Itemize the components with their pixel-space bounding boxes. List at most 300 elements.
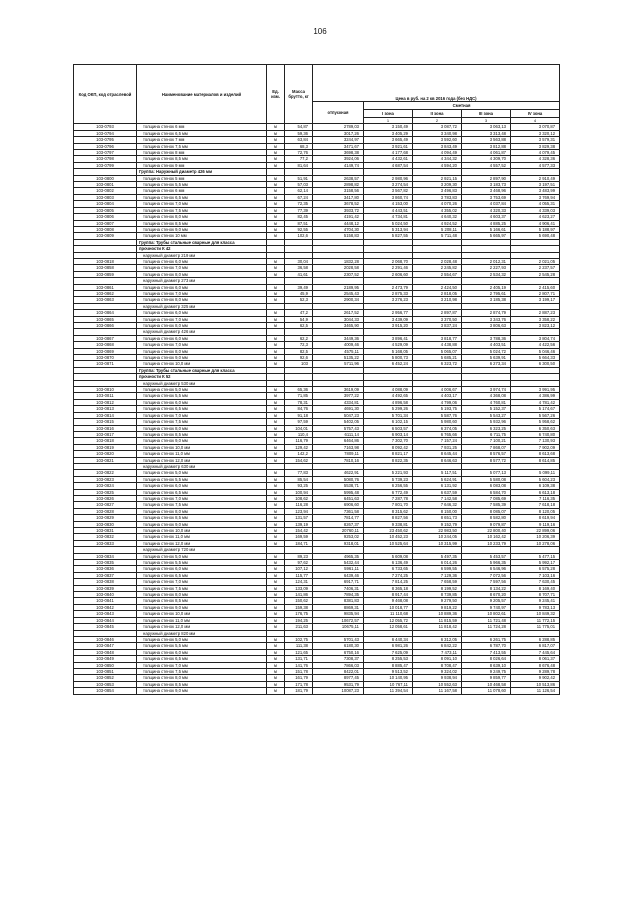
item-name: толщина стенок 10,0 мм — [137, 611, 267, 617]
zone-4-price: 4 055,31 — [511, 201, 560, 207]
item-mass: 89,23 — [285, 553, 313, 559]
zone-2-price: 5 193,75 — [413, 406, 462, 412]
item-name: толщина стенок 5,5 мм — [137, 182, 267, 188]
item-code: 103-0847 — [74, 643, 137, 649]
zone-2-price: 7 157,24 — [413, 438, 462, 444]
item-unit: м — [267, 124, 285, 130]
zone-1-price: 5 168,05 — [364, 348, 413, 354]
item-name: толщина стенок 8,5 мм — [137, 220, 267, 226]
header-estimate-group: Сметная — [364, 102, 560, 110]
zone-2-price: 5 587,76 — [413, 412, 462, 418]
release-price: 4149,74 — [313, 162, 364, 168]
item-mass: 184,71 — [285, 540, 313, 546]
item-name: толщина стенок 12,0 мм — [137, 624, 267, 630]
release-price: 5135,22 — [313, 355, 364, 361]
zone-3-price: 4 368,08 — [462, 393, 511, 399]
item-unit: м — [267, 489, 285, 495]
zone-3-price: 7 072,56 — [462, 572, 511, 578]
zone-2-price: 2 897,87 — [413, 310, 462, 316]
item-name: толщина стенок 5,5 мм — [137, 560, 267, 566]
zone-4-price: 4 386,99 — [511, 393, 560, 399]
zone-4-price: 5 958,62 — [511, 419, 560, 425]
column-index: 4 — [511, 118, 560, 124]
release-price: 2617,52 — [313, 310, 364, 316]
item-name: толщина стенок 9,0 мм — [137, 688, 267, 694]
zone-4-price: 6 613,18 — [511, 489, 560, 495]
zone-3-price: 7 585,39 — [462, 502, 511, 508]
item-unit: м — [267, 406, 285, 412]
zone-4-price: 5 046,46 — [511, 348, 560, 354]
item-unit: м — [267, 508, 285, 514]
zone-1-price: 3 276,23 — [364, 297, 413, 303]
item-code: 103-0827 — [74, 502, 137, 508]
item-mass: 131,71 — [285, 656, 313, 662]
zone-1-price: 8 315,62 — [364, 508, 413, 514]
zone-1-price: 3 274,54 — [364, 182, 413, 188]
release-price: 7894,35 — [313, 592, 364, 598]
item-code: 103-0840 — [74, 592, 137, 598]
zone-4-price: 5 477,15 — [511, 553, 560, 559]
zone-1-price: 6 440,34 — [364, 636, 413, 642]
item-unit: м — [267, 572, 285, 578]
zone-4-price: 10 278,06 — [511, 540, 560, 546]
item-code: 103-0802 — [74, 188, 137, 194]
item-name: толщина стенок 8,0 мм — [137, 348, 267, 354]
item-mass: 181,79 — [285, 688, 313, 694]
zone-2-price: 6 131,92 — [413, 483, 462, 489]
item-unit: м — [267, 150, 285, 156]
zone-1-price: 7 814,25 — [364, 579, 413, 585]
header-zone-4: IV зона — [511, 110, 560, 118]
release-price: 5995,48 — [313, 489, 364, 495]
item-name: толщина стенок 11,0 мм — [137, 534, 267, 540]
item-code: 103-0812 — [74, 399, 137, 405]
zone-1-price: 10 525,64 — [364, 540, 413, 546]
release-price: 5757,43 — [313, 425, 364, 431]
zone-3-price: 5 543,27 — [462, 412, 511, 418]
item-unit: м — [267, 156, 285, 162]
release-price: 5961,11 — [313, 566, 364, 572]
item-mass: 121,65 — [285, 649, 313, 655]
item-code: 103-0823 — [74, 476, 137, 482]
item-code: 103-0843 — [74, 611, 137, 617]
item-code: 103-0864 — [74, 310, 137, 316]
item-name: толщина стенок 6,0 мм — [137, 399, 267, 405]
item-unit: м — [267, 130, 285, 136]
release-price: 2900,34 — [313, 297, 364, 303]
zone-1-price: 7 625,09 — [364, 649, 413, 655]
release-price: 4575,11 — [313, 348, 364, 354]
zone-3-price: 4 760,81 — [462, 399, 511, 405]
item-unit: м — [267, 476, 285, 482]
item-name: толщина стенок 10,0 мм — [137, 444, 267, 450]
release-price: 3924,06 — [313, 156, 364, 162]
item-unit: м — [267, 668, 285, 674]
item-code: 103-0862 — [74, 290, 137, 296]
item-unit: м — [267, 585, 285, 591]
zone-3-price: 5 665,97 — [462, 233, 511, 239]
zone-4-price: 6 817,07 — [511, 643, 560, 649]
item-unit: м — [267, 656, 285, 662]
zone-2-price: 11 167,58 — [413, 688, 462, 694]
zone-4-price: 5 174,67 — [511, 406, 560, 412]
item-name: толщина стенок 5,0 мм — [137, 470, 267, 476]
zone-3-price: 10 802,61 — [462, 611, 511, 617]
item-unit: м — [267, 188, 285, 194]
item-mass: 72,3 — [285, 342, 313, 348]
zone-4-price: 3 991,95 — [511, 387, 560, 393]
zone-2-price: 3 837,24 — [413, 323, 462, 329]
zone-1-price: 3 921,61 — [364, 143, 413, 149]
item-mass: 139,19 — [285, 521, 313, 527]
item-name: толщина стенок 6,0 мм — [137, 284, 267, 290]
zone-2-price: 4 799,06 — [413, 399, 462, 405]
item-unit: м — [267, 143, 285, 149]
zone-2-price: 8 199,52 — [413, 585, 462, 591]
release-price: 8977,45 — [313, 675, 364, 681]
item-mass: 107,12 — [285, 566, 313, 572]
item-name: толщина стенок 6,5 мм — [137, 130, 267, 136]
zone-3-price: 6 787,70 — [462, 643, 511, 649]
release-price: 3678,52 — [313, 201, 364, 207]
item-name: толщина стенок 8 мм — [137, 150, 267, 156]
release-price: 8422,01 — [313, 668, 364, 674]
item-mass: 111,38 — [285, 643, 313, 649]
release-price: 3417,80 — [313, 194, 364, 200]
zone-2-price: 3 210,98 — [413, 297, 462, 303]
item-code: 103-0815 — [74, 419, 137, 425]
zone-3-price: 6 546,96 — [462, 566, 511, 572]
item-code: 103-0819 — [74, 444, 137, 450]
zone-3-price: 8 577,72 — [462, 457, 511, 463]
header-release-price: отпускная — [313, 102, 364, 124]
zone-1-price: 6 981,26 — [364, 643, 413, 649]
zone-3-price: 3 563,88 — [462, 137, 511, 143]
zone-2-price: 4 594,20 — [413, 162, 462, 168]
zone-4-price: 5 664,33 — [511, 355, 560, 361]
zone-2-price: 7 646,32 — [413, 502, 462, 508]
zone-1-price: 5 299,26 — [364, 406, 413, 412]
release-price: 8267,37 — [313, 521, 364, 527]
item-mass: 154,42 — [285, 528, 313, 534]
item-name: толщина стенок 8,0 мм — [137, 508, 267, 514]
item-mass: 54,87 — [285, 124, 313, 130]
item-code: 103-0826 — [74, 495, 137, 501]
item-code: 103-0803 — [74, 194, 137, 200]
item-code: 103-0831 — [74, 528, 137, 534]
release-price: 6451,63 — [313, 495, 364, 501]
zone-2-price: 4 640,32 — [413, 214, 462, 220]
item-unit: м — [267, 681, 285, 687]
zone-2-price: 6 637,59 — [413, 489, 462, 495]
item-mass: 77,83 — [285, 470, 313, 476]
header-name: Наименование материалов и изделий — [137, 65, 267, 124]
zone-1-price: 4 177,68 — [364, 150, 413, 156]
release-price: 8869,31 — [313, 604, 364, 610]
item-unit: м — [267, 534, 285, 540]
item-unit: м — [267, 579, 285, 585]
zone-3-price: 3 183,73 — [462, 182, 511, 188]
zone-2-price: 4 438,88 — [413, 342, 462, 348]
release-price: 2028,58 — [313, 265, 364, 271]
release-price: 7163,98 — [313, 444, 364, 450]
item-unit: м — [267, 688, 285, 694]
item-mass: 115,77 — [285, 572, 313, 578]
zone-1-price: 8 827,56 — [364, 515, 413, 521]
zone-2-price: 3 783,83 — [413, 194, 462, 200]
zone-4-price: 2 415,60 — [511, 284, 560, 290]
zone-4-price: 10 206,39 — [511, 534, 560, 540]
zone-4-price: 8 614,85 — [511, 457, 560, 463]
item-mass: 116,79 — [285, 438, 313, 444]
zone-3-price: 9 205,57 — [462, 598, 511, 604]
zone-4-price: 2 807,71 — [511, 290, 560, 296]
zone-4-price: 7 116,35 — [511, 495, 560, 501]
zone-2-price: 8 739,85 — [413, 592, 462, 598]
zone-4-price: 7 618,18 — [511, 502, 560, 508]
zone-1-price: 5 800,73 — [364, 355, 413, 361]
item-name: толщина стенок 7,0 мм — [137, 265, 267, 271]
item-code: 103-0852 — [74, 675, 137, 681]
item-code: 103-0850 — [74, 662, 137, 668]
item-mass: 169,59 — [285, 534, 313, 540]
zone-2-price: 7 658,59 — [413, 579, 462, 585]
item-code: 103-0848 — [74, 649, 137, 655]
zone-1-price: 4 088,09 — [364, 387, 413, 393]
zone-2-price: 5 624,91 — [413, 476, 462, 482]
zone-3-price: 5 639,91 — [462, 355, 511, 361]
item-mass: 39,49 — [285, 284, 313, 290]
zone-2-price: 7 142,58 — [413, 495, 462, 501]
release-price: 4704,30 — [313, 226, 364, 232]
zone-1-price: 2 473,79 — [364, 284, 413, 290]
item-name: толщина стенок 8,0 мм — [137, 425, 267, 431]
zone-3-price: 4 309,70 — [462, 156, 511, 162]
release-price: 3619,09 — [313, 387, 364, 393]
item-name: толщина стенок 6,0 мм — [137, 649, 267, 655]
zone-2-price: 4 344,32 — [413, 156, 462, 162]
zone-1-price: 3 860,74 — [364, 194, 413, 200]
zone-3-price: 6 083,08 — [462, 483, 511, 489]
zone-4-price: 5 604,23 — [511, 476, 560, 482]
zone-2-price: 2 424,50 — [413, 284, 462, 290]
item-code: 103-0818 — [74, 258, 137, 264]
item-mass: 68,3 — [285, 143, 313, 149]
item-unit: м — [267, 419, 285, 425]
item-unit: м — [267, 412, 285, 418]
zone-3-price: 3 753,69 — [462, 194, 511, 200]
zone-4-price: 3 829,38 — [511, 143, 560, 149]
item-unit: м — [267, 502, 285, 508]
zone-1-price: 5 701,34 — [364, 412, 413, 418]
zone-2-price: 2 028,48 — [413, 258, 462, 264]
item-mass: 77,39 — [285, 207, 313, 213]
zone-4-price: 11 126,54 — [511, 688, 560, 694]
item-name: толщина стенок 8,0 мм — [137, 297, 267, 303]
item-mass: 102,6 — [285, 233, 313, 239]
zone-4-price: 8 619,94 — [511, 515, 560, 521]
zone-1-price: 8 255,53 — [364, 656, 413, 662]
item-unit: м — [267, 540, 285, 546]
item-name: толщина стенок 6,5 мм — [137, 656, 267, 662]
item-mass: 159,38 — [285, 604, 313, 610]
item-mass: 116,28 — [285, 502, 313, 508]
zone-3-price: 3 974,74 — [462, 387, 511, 393]
item-unit: м — [267, 643, 285, 649]
item-code: 103-0829 — [74, 515, 137, 521]
item-mass: 161,79 — [285, 675, 313, 681]
zone-2-price: 3 843,49 — [413, 143, 462, 149]
release-price: 3698,38 — [313, 150, 364, 156]
item-code: 103-0817 — [74, 431, 137, 437]
zone-3-price: 8 026,64 — [462, 656, 511, 662]
release-price: 6917,71 — [313, 579, 364, 585]
release-price: 10675,11 — [313, 624, 364, 630]
item-unit: м — [267, 457, 285, 463]
item-name: толщина стенок 7,0 мм — [137, 290, 267, 296]
item-name: толщина стенок 8,5 мм — [137, 598, 267, 604]
item-name: толщина стенок 7,5 мм — [137, 143, 267, 149]
item-code: 103-0871 — [74, 361, 137, 367]
zone-4-price: 2 545,28 — [511, 271, 560, 277]
item-unit: м — [267, 162, 285, 168]
zone-4-price: 2 237,57 — [511, 265, 560, 271]
zone-2-price: 2 245,82 — [413, 265, 462, 271]
zone-3-price: 11 721,48 — [462, 617, 511, 623]
zone-3-price: 6 323,25 — [462, 425, 511, 431]
zone-3-price: 3 343,76 — [462, 316, 511, 322]
zone-1-price: 3 439,09 — [364, 316, 413, 322]
release-price: 3244,97 — [313, 137, 364, 143]
zone-2-price: 10 552,63 — [413, 681, 462, 687]
zone-3-price: 7 868,07 — [462, 444, 511, 450]
zone-2-price: 8 091,10 — [413, 656, 462, 662]
item-code: 103-0806 — [74, 214, 137, 220]
item-unit: м — [267, 194, 285, 200]
zone-3-price: 10 233,79 — [462, 540, 511, 546]
zone-1-price: 2 068,70 — [364, 258, 413, 264]
group-heading: Группа: Наружный диаметр 426 мм — [137, 169, 267, 175]
item-mass: 110,4 — [285, 431, 313, 437]
release-price: 5402,05 — [313, 419, 364, 425]
release-price: 4191,42 — [313, 214, 364, 220]
item-code: 103-0828 — [74, 508, 137, 514]
item-code: 103-0846 — [74, 636, 137, 642]
item-name: толщина стенок 6 мм — [137, 188, 267, 194]
subgroup-heading: наружный диаметр 273 мм — [137, 278, 267, 284]
zone-1-price: 11 110,68 — [364, 611, 413, 617]
zone-2-price: 5 497,35 — [413, 553, 462, 559]
item-unit: м — [267, 566, 285, 572]
zone-1-price: 2 875,33 — [364, 290, 413, 296]
zone-1-price: 8 092,42 — [364, 444, 413, 450]
item-mass: 142,2 — [285, 451, 313, 457]
item-unit: м — [267, 355, 285, 361]
item-mass: 103 — [285, 361, 313, 367]
table-row — [74, 688, 560, 694]
item-code: 103-0863 — [74, 297, 137, 303]
release-price: 10087,23 — [313, 688, 364, 694]
item-unit: м — [267, 233, 285, 239]
zone-1-price: 10 767,11 — [364, 681, 413, 687]
item-unit: м — [267, 182, 285, 188]
zone-1-price: 5 221,93 — [364, 470, 413, 476]
item-mass: 63,84 — [285, 137, 313, 143]
zone-1-price: 6 503,57 — [364, 425, 413, 431]
zone-1-price: 4 492,65 — [364, 393, 413, 399]
zone-2-price: 5 117,51 — [413, 470, 462, 476]
release-price: 3044,33 — [313, 316, 364, 322]
zone-3-price: 9 859,77 — [462, 675, 511, 681]
item-name: толщина стенок 5,0 мм — [137, 387, 267, 393]
item-unit: м — [267, 521, 285, 527]
zone-4-price: 9 119,16 — [511, 521, 560, 527]
item-mass: 72,76 — [285, 150, 313, 156]
item-code: 103-0870 — [74, 355, 137, 361]
zone-4-price: 5 992,17 — [511, 560, 560, 566]
item-name: толщина стенок 8,0 мм — [137, 675, 267, 681]
zone-2-price: 4 006,67 — [413, 387, 462, 393]
zone-1-price: 3 896,41 — [364, 335, 413, 341]
item-mass: 52,3 — [285, 297, 313, 303]
zone-1-price: 6 772,49 — [364, 489, 413, 495]
item-code: 103-0833 — [74, 540, 137, 546]
item-unit: м — [267, 624, 285, 630]
zone-1-price: 3 915,20 — [364, 323, 413, 329]
zone-4-price: 3 769,94 — [511, 194, 560, 200]
zone-3-price: 5 152,37 — [462, 406, 511, 412]
zone-3-price: 10 162,42 — [462, 534, 511, 540]
zone-3-price: 3 313,48 — [462, 130, 511, 136]
item-code: 103-0825 — [74, 489, 137, 495]
zone-1-price: 4 432,61 — [364, 156, 413, 162]
zone-2-price: 5 980,60 — [413, 419, 462, 425]
item-code: 103-0820 — [74, 451, 137, 457]
zone-2-price: 6 312,05 — [413, 636, 462, 642]
zone-4-price: 8 613,68 — [511, 451, 560, 457]
release-price: 10672,57 — [313, 617, 364, 623]
release-price: 3471,67 — [313, 143, 364, 149]
item-code: 103-0793 — [74, 124, 137, 130]
table-body — [74, 124, 560, 694]
item-mass: 194,25 — [285, 617, 313, 623]
zone-4-price: 2 021,05 — [511, 258, 560, 264]
release-price: 4691,30 — [313, 406, 364, 412]
zone-4-price: 9 289,78 — [511, 668, 560, 674]
item-mass: 93,25 — [285, 483, 313, 489]
item-unit: м — [267, 528, 285, 534]
zone-1-price: 11 394,54 — [364, 688, 413, 694]
item-mass: 51,91 — [285, 175, 313, 181]
zone-2-price: 2 921,15 — [413, 175, 462, 181]
zone-1-price: 5 739,23 — [364, 476, 413, 482]
zone-4-price: 10 513,86 — [511, 681, 560, 687]
zone-2-price: 3 209,30 — [413, 182, 462, 188]
zone-1-price: 23 450,62 — [364, 528, 413, 534]
zone-2-price: 7 931,25 — [413, 444, 462, 450]
item-unit: м — [267, 342, 285, 348]
item-mass: 154,62 — [285, 457, 313, 463]
zone-4-price: 7 445,64 — [511, 649, 560, 655]
zone-1-price: 5 609,08 — [364, 553, 413, 559]
item-unit: м — [267, 271, 285, 277]
zone-3-price: 5 966,35 — [462, 560, 511, 566]
zone-4-price: 9 783,13 — [511, 604, 560, 610]
zone-3-price: 11 724,28 — [462, 624, 511, 630]
zone-2-price: 8 646,63 — [413, 457, 462, 463]
item-mass: 131,57 — [285, 515, 313, 521]
zone-2-price: 4 403,17 — [413, 393, 462, 399]
